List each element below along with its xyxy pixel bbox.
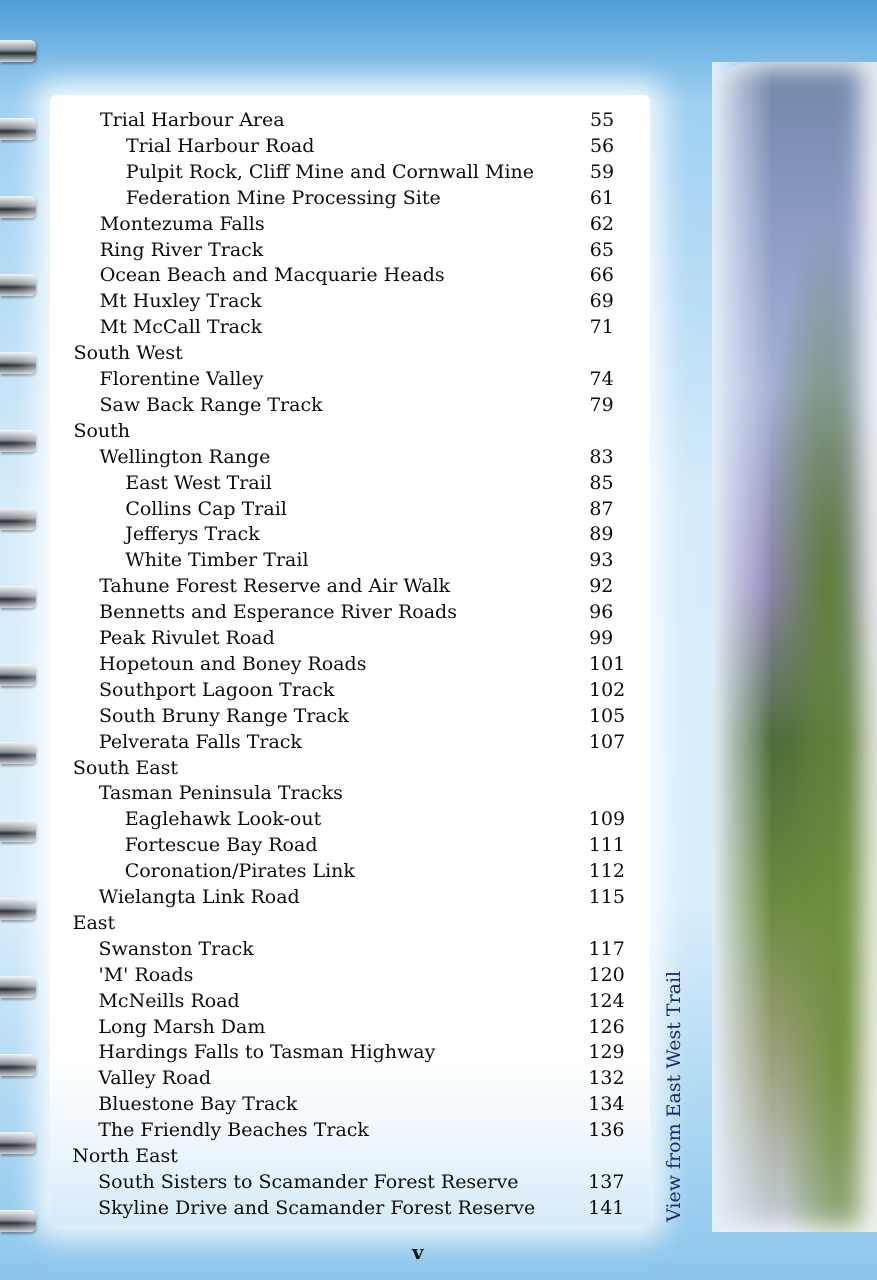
- toc-entry-title: Southport Lagoon Track: [99, 678, 335, 701]
- toc-entry-title: White Timber Trail: [125, 549, 309, 572]
- toc-entry-title: Fortescue Bay Road: [124, 834, 318, 857]
- toc-entry-title: North East: [72, 1145, 178, 1167]
- toc-entry-page: 92: [589, 575, 614, 598]
- toc-entry-page: 56: [589, 134, 615, 157]
- toc-entry-title: Ring River Track: [99, 238, 264, 261]
- toc-entry-title: Collins Cap Trail: [125, 497, 287, 520]
- toc-entry-title: Trial Harbour Road: [125, 134, 315, 157]
- toc-entry-title: Valley Road: [98, 1067, 212, 1090]
- toc-entry-page: 105: [588, 704, 626, 727]
- toc-entry-title: East: [72, 911, 116, 934]
- toc-entry-page: 79: [589, 393, 614, 416]
- toc-entry-title: 'M' Roads: [98, 963, 194, 986]
- toc-entry-page: 87: [589, 497, 614, 520]
- toc-entry-page: 101: [589, 652, 626, 675]
- toc-entry-page: 134: [588, 1093, 625, 1116]
- spiral-ring: [0, 196, 36, 218]
- toc-entry-title: South West: [73, 342, 183, 365]
- toc-entry-title: Ocean Beach and Macquarie Heads: [99, 264, 445, 287]
- toc-entry-title: South Bruny Range Track: [98, 704, 349, 727]
- spiral-ring: [0, 1054, 36, 1076]
- toc-entry-title: Bennetts and Esperance River Roads: [99, 601, 457, 624]
- spiral-ring: [0, 274, 36, 296]
- toc-entry-title: Pulpit Rock, Cliff Mine and Cornwall Mine: [125, 160, 535, 183]
- photo-mist: [712, 62, 772, 1232]
- toc-entry-page: 99: [589, 627, 614, 649]
- toc-entry-page: 124: [588, 989, 625, 1012]
- toc-entry-page: 137: [588, 1170, 625, 1193]
- toc-entry-title: Federation Mine Processing Site: [125, 186, 441, 209]
- toc-entry-page: 69: [589, 290, 614, 313]
- toc-entry-title: Pelverata Falls Track: [98, 730, 302, 753]
- toc-entry-title: McNeills Road: [98, 989, 240, 1012]
- spiral-ring: [0, 664, 36, 686]
- toc-entry-title: Mt Huxley Track: [99, 290, 262, 313]
- toc-entry-title: Mt McCall Track: [99, 316, 263, 339]
- spiral-ring: [0, 430, 36, 452]
- toc-entry-title: Florentine Valley: [99, 368, 264, 390]
- toc-entry-title: Skyline Drive and Scamander Forest Reserve: [98, 1196, 536, 1219]
- toc-entry-title: Saw Back Range Track: [99, 393, 323, 416]
- spiral-binding: [0, 20, 40, 1260]
- toc-entry-title: South East: [72, 756, 179, 779]
- toc-entry-page: 109: [588, 808, 626, 831]
- toc-entry-page: 112: [588, 860, 625, 883]
- toc-entry-page: 83: [589, 445, 614, 468]
- toc-entry-title: East West Trail: [125, 471, 272, 494]
- toc-entry-title: The Friendly Beaches Track: [98, 1119, 369, 1142]
- toc-entry-page: 111: [588, 834, 625, 857]
- spiral-ring: [0, 586, 36, 608]
- toc-entry-title: Wellington Range: [99, 445, 271, 468]
- toc-entry-page: 59: [589, 160, 615, 183]
- toc-entry-page: 55: [590, 109, 615, 131]
- spiral-ring: [0, 898, 36, 920]
- toc-entry-title: Bluestone Bay Track: [98, 1093, 298, 1116]
- toc-entry-page: 120: [588, 963, 625, 986]
- toc-entry-page: 66: [589, 264, 614, 287]
- spiral-ring: [0, 1132, 36, 1154]
- toc-entry-title: Trial Harbour Area: [100, 109, 285, 131]
- toc-entry-title: Jefferys Track: [125, 523, 260, 546]
- toc-entry-page: 85: [589, 471, 614, 494]
- spiral-ring: [0, 352, 36, 374]
- spiral-ring: [0, 1210, 36, 1232]
- spiral-ring: [0, 118, 36, 140]
- spiral-ring: [0, 40, 36, 62]
- page-number: v: [412, 1240, 424, 1264]
- toc-entry-page: 61: [589, 186, 615, 209]
- photo-caption: View from East West Trail: [663, 970, 685, 1222]
- toc-entry-page: 74: [589, 368, 614, 390]
- toc-entry-title: Hopetoun and Boney Roads: [99, 652, 367, 675]
- toc-entry-title: Eaglehawk Look-out: [124, 808, 322, 831]
- toc-entry-title: Peak Rivulet Road: [99, 627, 275, 649]
- toc-entry-page: 102: [589, 678, 626, 701]
- toc-entry-page: 126: [588, 1015, 625, 1038]
- toc-entry-title: South: [73, 419, 131, 442]
- toc-entry-page: 132: [588, 1067, 625, 1090]
- toc-entry-page: 141: [588, 1196, 625, 1219]
- toc-entry-title: Coronation/Pirates Link: [124, 860, 355, 883]
- toc-entry-title: Hardings Falls to Tasman Highway: [98, 1041, 436, 1064]
- toc-entry-page: 65: [589, 238, 614, 261]
- toc-entry-page: 136: [588, 1119, 625, 1142]
- toc-entry-page: 71: [589, 316, 614, 339]
- toc-entry-page: 115: [588, 886, 625, 908]
- toc-entry-title: Long Marsh Dam: [98, 1015, 266, 1038]
- spiral-ring: [0, 976, 36, 998]
- toc-entry-page: 89: [589, 523, 614, 546]
- toc-entry-title: Wielangta Link Road: [98, 886, 300, 908]
- toc-entry-title: Montezuma Falls: [99, 212, 265, 235]
- toc-entry-page: 129: [588, 1041, 625, 1064]
- toc-entry-title: Tahune Forest Reserve and Air Walk: [99, 575, 451, 598]
- spiral-ring: [0, 508, 36, 530]
- landscape-photo: [712, 62, 877, 1232]
- toc-entry-page: 117: [588, 937, 625, 960]
- spiral-ring: [0, 742, 36, 764]
- spiral-ring: [0, 820, 36, 842]
- toc-entry-title: Swanston Track: [98, 937, 254, 960]
- toc-entry-title: Tasman Peninsula Tracks: [98, 782, 343, 805]
- toc-entry-page: 93: [589, 549, 614, 572]
- toc-entry-page: 96: [589, 601, 614, 624]
- toc-entry-title: South Sisters to Scamander Forest Reserve: [98, 1170, 519, 1193]
- toc-entry-page: 62: [589, 212, 614, 235]
- toc-entry-page: 107: [588, 730, 626, 753]
